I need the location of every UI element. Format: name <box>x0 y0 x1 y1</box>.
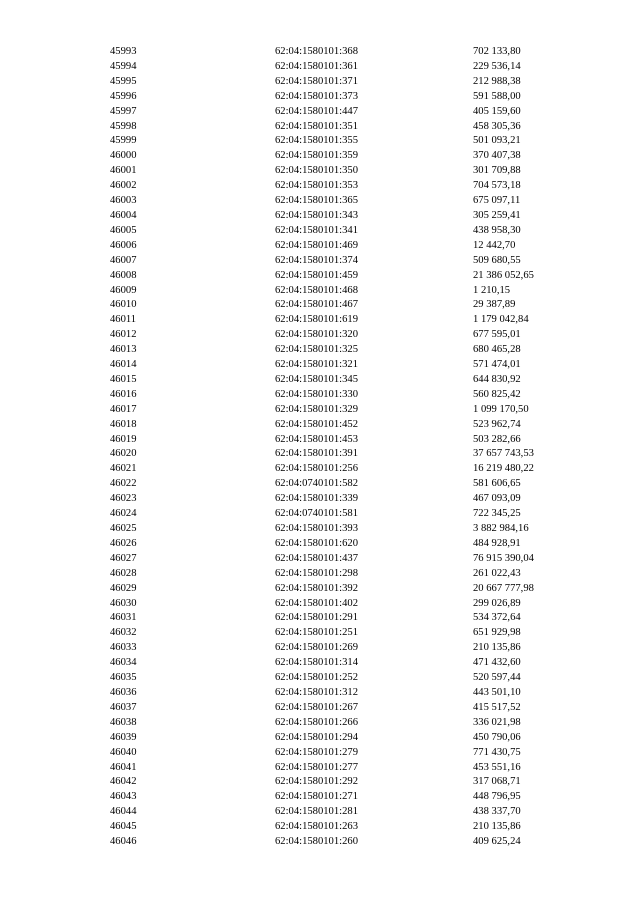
cadastral-number: 62:04:1580101:277 <box>275 761 358 773</box>
table-row <box>0 164 640 179</box>
row-number: 46016 <box>110 388 137 400</box>
cadastral-value: 305 259,41 <box>473 209 521 221</box>
table-row <box>0 224 640 239</box>
table-row <box>0 686 640 701</box>
row-number: 45997 <box>110 105 137 117</box>
cadastral-value: 509 680,55 <box>473 254 521 266</box>
cadastral-value: 450 790,06 <box>473 731 521 743</box>
cadastral-number: 62:04:1580101:330 <box>275 388 358 400</box>
table-row <box>0 403 640 418</box>
table-row <box>0 134 640 149</box>
cadastral-number: 62:04:1580101:256 <box>275 463 358 475</box>
cadastral-number: 62:04:1580101:269 <box>275 642 358 654</box>
row-number: 46034 <box>110 657 137 669</box>
row-number: 46043 <box>110 791 137 803</box>
table-row <box>0 716 640 731</box>
row-number: 46018 <box>110 418 137 430</box>
cadastral-value: 443 501,10 <box>473 686 521 698</box>
table-row <box>0 552 640 567</box>
cadastral-value: 210 135,86 <box>473 642 521 654</box>
cadastral-value: 370 407,38 <box>473 150 521 162</box>
table-row <box>0 194 640 209</box>
row-number: 46046 <box>110 836 137 848</box>
cadastral-value: 560 825,42 <box>473 388 521 400</box>
table-row <box>0 45 640 60</box>
cadastral-value: 484 928,91 <box>473 537 521 549</box>
cadastral-number: 62:04:1580101:393 <box>275 523 358 534</box>
row-number: 45999 <box>110 135 137 147</box>
cadastral-value: 12 442,70 <box>473 239 516 251</box>
row-number: 46014 <box>110 359 137 371</box>
cadastral-value: 21 386 052,65 <box>473 269 534 281</box>
cadastral-value: 16 219 480,22 <box>473 463 534 475</box>
cadastral-value: 438 958,30 <box>473 224 521 236</box>
cadastral-number: 62:04:1580101:343 <box>275 209 358 221</box>
cadastral-value: 336 021,98 <box>473 716 521 728</box>
row-number: 46038 <box>110 716 137 728</box>
table-row <box>0 179 640 194</box>
cadastral-value: 415 517,52 <box>473 701 521 713</box>
row-number: 46015 <box>110 373 137 385</box>
table-row <box>0 343 640 358</box>
cadastral-value: 438 337,70 <box>473 806 521 818</box>
cadastral-number: 62:04:1580101:291 <box>275 612 358 624</box>
cadastral-value: 301 709,88 <box>473 165 521 177</box>
cadastral-value: 3 882 984,16 <box>473 523 529 534</box>
row-number: 46024 <box>110 508 137 520</box>
cadastral-value: 229 536,14 <box>473 60 521 72</box>
row-number: 46010 <box>110 299 137 311</box>
table-row <box>0 105 640 120</box>
table-row <box>0 626 640 641</box>
cadastral-number: 62:04:1580101:350 <box>275 165 358 177</box>
cadastral-value: 299 026,89 <box>473 597 521 609</box>
row-number: 45996 <box>110 90 137 102</box>
cadastral-value: 1 210,15 <box>473 284 511 296</box>
cadastral-number: 62:04:1580101:468 <box>275 284 358 296</box>
cadastral-value: 534 372,64 <box>473 612 521 624</box>
cadastral-number: 62:04:1580101:325 <box>275 344 358 356</box>
cadastral-number: 62:04:1580101:252 <box>275 672 358 684</box>
table-row <box>0 433 640 448</box>
cadastral-number: 62:04:1580101:298 <box>275 567 358 579</box>
table-row <box>0 373 640 388</box>
cadastral-number: 62:04:1580101:361 <box>275 60 358 72</box>
cadastral-number: 62:04:1580101:345 <box>275 373 358 385</box>
cadastral-number: 62:04:1580101:374 <box>275 254 358 266</box>
cadastral-number: 62:04:1580101:312 <box>275 686 358 698</box>
cadastral-value: 1 179 042,84 <box>473 314 529 326</box>
cadastral-number: 62:04:1580101:321 <box>275 359 358 371</box>
cadastral-number: 62:04:1580101:371 <box>275 75 358 87</box>
cadastral-number: 62:04:1580101:266 <box>275 716 358 728</box>
row-number: 46009 <box>110 284 137 296</box>
table-row <box>0 597 640 612</box>
table-row <box>0 358 640 373</box>
cadastral-number: 62:04:1580101:271 <box>275 791 358 803</box>
cadastral-number: 62:04:1580101:459 <box>275 269 358 281</box>
table-row <box>0 447 640 462</box>
row-number: 46012 <box>110 329 137 341</box>
cadastral-number: 62:04:1580101:292 <box>275 776 358 788</box>
table-row <box>0 790 640 805</box>
cadastral-value: 591 588,00 <box>473 90 521 102</box>
cadastral-value: 677 595,01 <box>473 329 521 341</box>
table-row <box>0 90 640 105</box>
table-row <box>0 239 640 254</box>
table-row <box>0 60 640 75</box>
cadastral-number: 62:04:1580101:619 <box>275 314 358 326</box>
cadastral-number: 62:04:1580101:314 <box>275 657 358 669</box>
table-row <box>0 582 640 597</box>
cadastral-number: 62:04:1580101:294 <box>275 731 358 743</box>
cadastral-number: 62:04:1580101:329 <box>275 403 358 415</box>
row-number: 45995 <box>110 75 137 87</box>
cadastral-number: 62:04:1580101:437 <box>275 552 358 564</box>
cadastral-value: 471 432,60 <box>473 657 521 669</box>
cadastral-value: 405 159,60 <box>473 105 521 117</box>
table-row <box>0 805 640 820</box>
table-row <box>0 418 640 433</box>
cadastral-value: 501 093,21 <box>473 135 521 147</box>
row-number: 46030 <box>110 597 137 609</box>
row-number: 46003 <box>110 195 137 207</box>
table-row <box>0 761 640 776</box>
row-number: 45998 <box>110 120 137 132</box>
cadastral-value: 20 667 777,98 <box>473 582 534 594</box>
table-row <box>0 492 640 507</box>
row-number: 45994 <box>110 60 137 72</box>
cadastral-value: 651 929,98 <box>473 627 521 639</box>
cadastral-value: 261 022,43 <box>473 567 521 579</box>
cadastral-value: 722 345,25 <box>473 508 521 520</box>
row-number: 46025 <box>110 523 137 534</box>
table-row <box>0 567 640 582</box>
row-number: 46027 <box>110 552 137 564</box>
cadastral-number: 62:04:1580101:392 <box>275 582 358 594</box>
cadastral-number: 62:04:1580101:453 <box>275 433 358 445</box>
row-number: 46023 <box>110 493 137 505</box>
row-number: 46022 <box>110 478 137 490</box>
table-row <box>0 328 640 343</box>
row-number: 46042 <box>110 776 137 788</box>
row-number: 46011 <box>110 314 137 326</box>
cadastral-number: 62:04:1580101:341 <box>275 224 358 236</box>
row-number: 46019 <box>110 433 137 445</box>
cadastral-number: 62:04:1580101:355 <box>275 135 358 147</box>
row-number: 46044 <box>110 806 137 818</box>
cadastral-number: 62:04:1580101:353 <box>275 180 358 192</box>
cadastral-value: 29 387,89 <box>473 299 516 311</box>
cadastral-value: 520 597,44 <box>473 672 521 684</box>
row-number: 46026 <box>110 537 137 549</box>
cadastral-number: 62:04:1580101:281 <box>275 806 358 818</box>
cadastral-value: 571 474,01 <box>473 359 521 371</box>
table-row <box>0 284 640 299</box>
cadastral-number: 62:04:1580101:263 <box>275 821 358 833</box>
row-number: 46037 <box>110 701 137 713</box>
cadastral-value: 453 551,16 <box>473 761 521 773</box>
cadastral-number: 62:04:1580101:339 <box>275 493 358 505</box>
table-row <box>0 671 640 686</box>
row-number: 46013 <box>110 344 137 356</box>
row-number: 46031 <box>110 612 137 624</box>
cadastral-number: 62:04:1580101:351 <box>275 120 358 132</box>
cadastral-value: 702 133,80 <box>473 46 521 57</box>
table-row <box>0 477 640 492</box>
cadastral-number: 62:04:0740101:582 <box>275 478 358 490</box>
row-number: 46040 <box>110 746 137 758</box>
table-row <box>0 120 640 135</box>
table-row <box>0 388 640 403</box>
cadastral-number: 62:04:1580101:251 <box>275 627 358 639</box>
table-row <box>0 149 640 164</box>
cadastral-number: 62:04:1580101:373 <box>275 90 358 102</box>
cadastral-number: 62:04:1580101:447 <box>275 105 358 117</box>
row-number: 46005 <box>110 224 137 236</box>
table-row <box>0 641 640 656</box>
cadastral-value: 37 657 743,53 <box>473 448 534 460</box>
row-number: 46036 <box>110 686 137 698</box>
table-row <box>0 313 640 328</box>
cadastral-value: 210 135,86 <box>473 821 521 833</box>
table-row <box>0 746 640 761</box>
row-number: 46017 <box>110 403 137 415</box>
table-row <box>0 820 640 835</box>
cadastral-number: 62:04:1580101:368 <box>275 46 358 57</box>
cadastral-value: 448 796,95 <box>473 791 521 803</box>
cadastral-value: 581 606,65 <box>473 478 521 490</box>
row-number: 46045 <box>110 821 137 833</box>
row-number: 46020 <box>110 448 137 460</box>
row-number: 46041 <box>110 761 137 773</box>
cadastral-value: 317 068,71 <box>473 776 521 788</box>
cadastral-value: 675 097,11 <box>473 195 521 207</box>
cadastral-value: 458 305,36 <box>473 120 521 132</box>
cadastral-number: 62:04:1580101:279 <box>275 746 358 758</box>
cadastral-number: 62:04:1580101:402 <box>275 597 358 609</box>
table-row <box>0 269 640 284</box>
cadastral-number: 62:04:1580101:391 <box>275 448 358 460</box>
cadastral-number: 62:04:1580101:260 <box>275 836 358 848</box>
cadastral-value-table <box>0 45 640 850</box>
cadastral-value: 771 430,75 <box>473 746 521 758</box>
cadastral-number: 62:04:1580101:359 <box>275 150 358 162</box>
table-row <box>0 209 640 224</box>
table-row <box>0 701 640 716</box>
cadastral-number: 62:04:1580101:469 <box>275 239 358 251</box>
cadastral-value: 467 093,09 <box>473 493 521 505</box>
row-number: 46035 <box>110 672 137 684</box>
table-row <box>0 298 640 313</box>
cadastral-value: 409 625,24 <box>473 836 521 848</box>
table-row <box>0 522 640 537</box>
cadastral-number: 62:04:1580101:620 <box>275 537 358 549</box>
cadastral-value: 704 573,18 <box>473 180 521 192</box>
cadastral-value: 680 465,28 <box>473 344 521 356</box>
table-row <box>0 656 640 671</box>
table-row <box>0 835 640 850</box>
row-number: 46001 <box>110 165 137 177</box>
cadastral-value: 76 915 390,04 <box>473 552 534 564</box>
table-row <box>0 775 640 790</box>
cadastral-value: 1 099 170,50 <box>473 403 529 415</box>
cadastral-number: 62:04:1580101:365 <box>275 195 358 207</box>
table-row <box>0 254 640 269</box>
row-number: 46039 <box>110 731 137 743</box>
row-number: 46033 <box>110 642 137 654</box>
row-number: 46008 <box>110 269 137 281</box>
row-number: 46006 <box>110 239 137 251</box>
table-row <box>0 537 640 552</box>
cadastral-value: 212 988,38 <box>473 75 521 87</box>
row-number: 46004 <box>110 209 137 221</box>
row-number: 46000 <box>110 150 137 162</box>
table-row <box>0 507 640 522</box>
cadastral-value: 523 962,74 <box>473 418 521 430</box>
cadastral-number: 62:04:1580101:267 <box>275 701 358 713</box>
row-number: 46021 <box>110 463 137 475</box>
row-number: 45993 <box>110 46 137 57</box>
row-number: 46002 <box>110 180 137 192</box>
row-number: 46029 <box>110 582 137 594</box>
table-row <box>0 462 640 477</box>
table-row <box>0 731 640 746</box>
row-number: 46007 <box>110 254 137 266</box>
cadastral-number: 62:04:0740101:581 <box>275 508 358 520</box>
row-number: 46032 <box>110 627 137 639</box>
cadastral-value: 503 282,66 <box>473 433 521 445</box>
cadastral-number: 62:04:1580101:467 <box>275 299 358 311</box>
row-number: 46028 <box>110 567 137 579</box>
table-row <box>0 75 640 90</box>
cadastral-number: 62:04:1580101:320 <box>275 329 358 341</box>
table-row <box>0 611 640 626</box>
cadastral-value: 644 830,92 <box>473 373 521 385</box>
cadastral-number: 62:04:1580101:452 <box>275 418 358 430</box>
